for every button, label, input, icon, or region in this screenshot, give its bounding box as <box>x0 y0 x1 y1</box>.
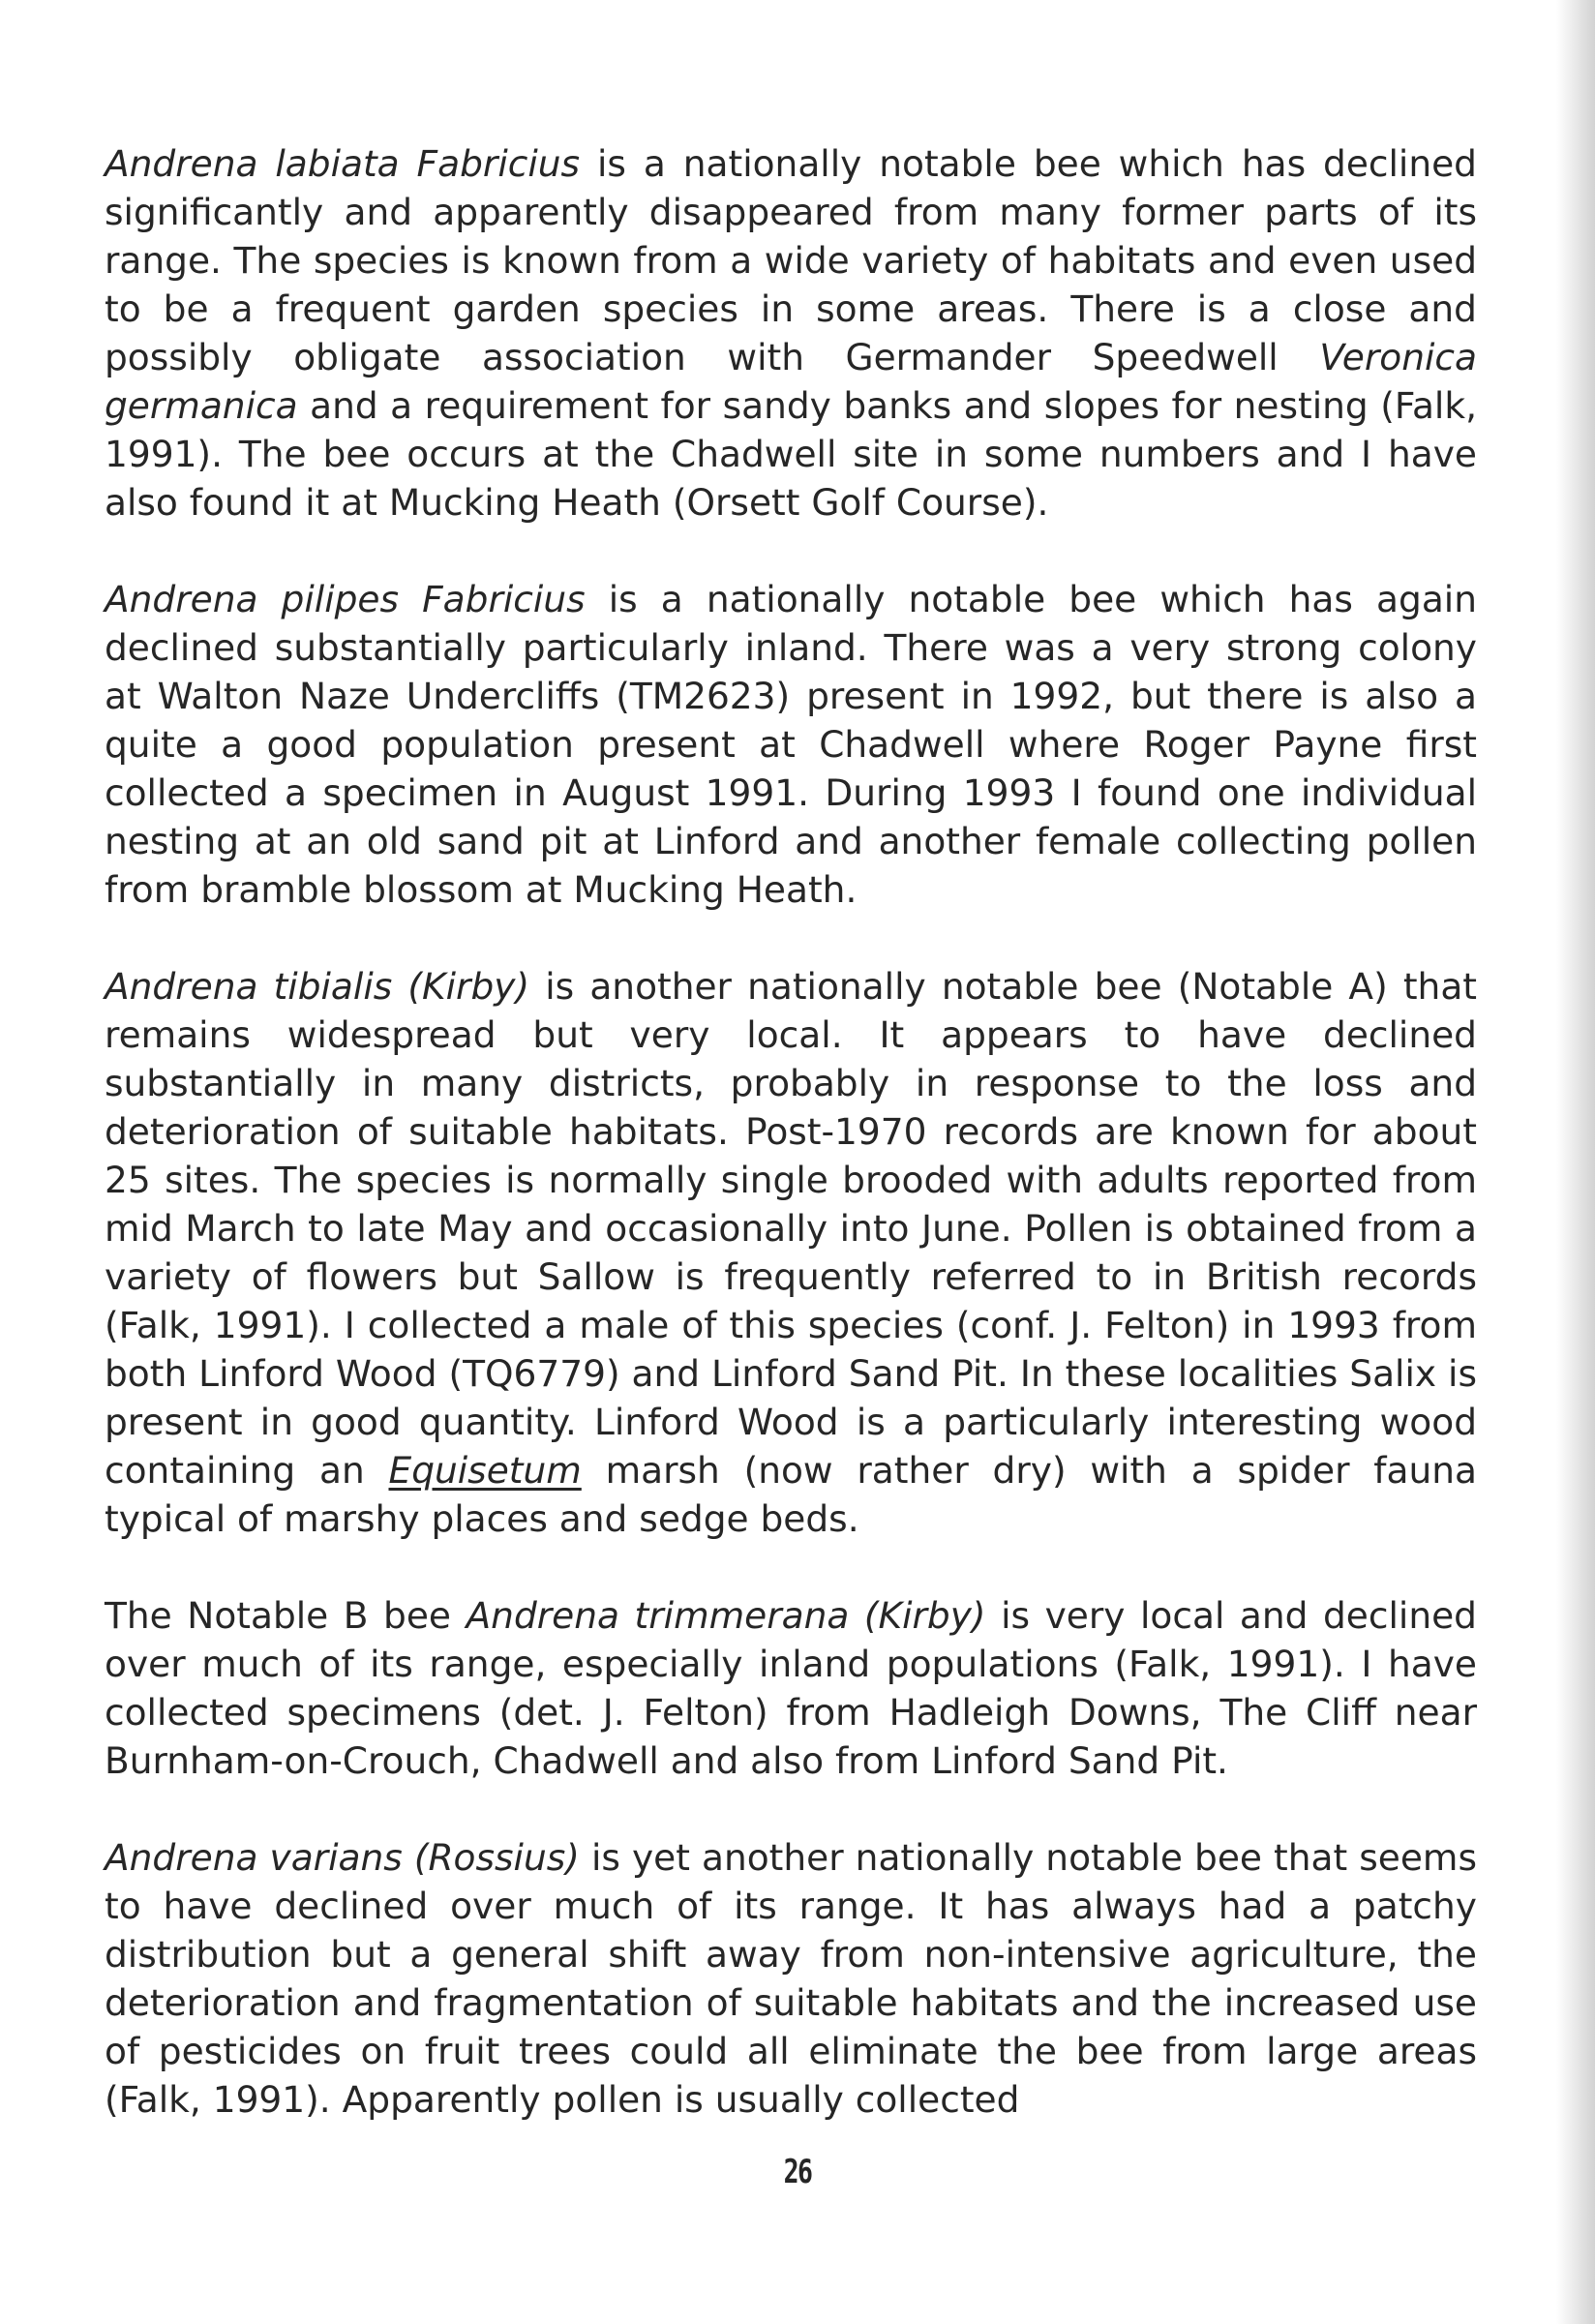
paragraph-andrena-pilipes <box>105 575 1477 914</box>
paragraph-text: is yet another nationally notable bee that seems to have declined over much of its range. It has always had a patchy distribution but a general shift away from non-intensive agriculture, the deterioration and fragmentation of suitable habitats and the increased use of pesticides on fruit trees could all eliminate the bee from large areas (Falk, 1991). Apparently pollen is usually collected <box>105 1836 1477 2121</box>
species-name: Andrena pilipes Fabricius <box>105 578 586 620</box>
paragraph-text: is another nationally notable bee (Notable A) that remains widespread but very local. It appears to have declined substantially in many districts, probably in response to the loss and deterioration of suitable habitats. Post-1970 records are known for about 25 sites. The species is normally single brooded with adults reported from mid March to late May and occasionally into June. Pollen is obtained from a variety of flowers but Sallow is frequently referred to in British records (Falk, 1991). I collected a male of this species (conf. J. Felton) in 1993 from both Linford Wood (TQ6779) and Linford Sand Pit. In these localities Salix is present in good quantity. Linford Wood is a particularly interesting wood containing an <box>105 965 1477 1492</box>
document-body <box>105 139 1477 2124</box>
paragraph-text: is a nationally notable bee which has declined significantly and apparently disappeared from many former parts of its range. The species is known from a wide variety of habitats and even used to be a frequent garden species in some areas. There is a close and possibly obligate association with Germander Speedwell <box>105 142 1477 378</box>
page-edge-shadow <box>1556 0 1595 2324</box>
species-name: Andrena tibialis (Kirby) <box>105 965 530 1008</box>
species-name: Andrena trimmerana (Kirby) <box>466 1594 986 1637</box>
paragraph-text: is very local and declined over much of its range, especially inland populations (Falk, 1991). I have collected specimens (det. J. Felton) from Hadleigh Downs, The Cliff near Burnham-on-Crouch, Chadwell and also from Linford Sand Pit. <box>105 1594 1477 1782</box>
paragraph-text: The Notable B bee <box>105 1594 466 1637</box>
species-name: Andrena labiata Fabricius <box>105 142 581 185</box>
genus-name-underlined: Equisetum <box>388 1449 582 1492</box>
paragraph-text: is a nationally notable bee which has again declined substantially particularly inland. There was a very strong colony at Walton Naze Undercliffs (TM2623) present in 1992, but there is also a quite a good population present at Chadwell where Roger Payne first collected a specimen in August 1991. During 1993 I found one individual nesting at an old sand pit at Linford and another female collecting pollen from bramble blossom at Mucking Heath. <box>105 578 1477 911</box>
species-name: Veronica germanica <box>105 336 1477 427</box>
page-number: 26 <box>783 2153 812 2191</box>
paragraph-text: and a requirement for sandy banks and slopes for nesting (Falk, 1991). The bee occurs at the Chadwell site in some numbers and I have also found it at Mucking Heath (Orsett Golf Course). <box>105 384 1477 524</box>
paragraph-andrena-tibialis <box>105 962 1477 1543</box>
paragraph-andrena-varians <box>105 1833 1477 2124</box>
paragraph-text: marsh (now rather dry) with a spider fauna typical of marshy places and sedge beds. <box>105 1449 1477 1540</box>
paragraph-andrena-labiata <box>105 139 1477 527</box>
species-name: Andrena varians (Rossius) <box>105 1836 580 1879</box>
paragraph-andrena-trimmerana <box>105 1591 1477 1785</box>
